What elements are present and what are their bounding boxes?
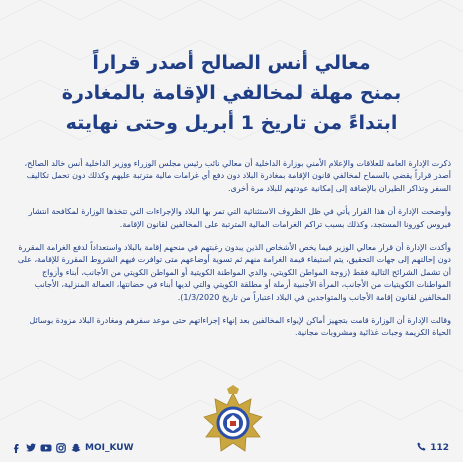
article-body	[12, 158, 451, 351]
paragraph-4: وقالت الإدارة أن الوزارة قامت بتجهيز أماكن لإيواء المخالفين بعد إنهاء إجراءاتهم حتى موعد سفرهم ومغادرة البلاد مزودة بوسائل الحياة الكريمة وجبات غذائية ومشروبات مجانية.	[29, 316, 451, 338]
twitter-icon[interactable]	[25, 442, 37, 454]
headline-line-1: معالي أنس الصالح أصدر قراراً	[92, 52, 371, 74]
paragraph-1: ذكرت الإدارة العامة للعلاقات والإعلام الأمني بوزارة الداخلية أن معالي نائب رئيس مجلس الوزراء ووزير الداخلية أنس خالد الصالح، أصدر قراراً يقضي بالسماح لمخالفي قانون الإقامة بمغادرة البلاد دون دفع أي غرامات مالية مترتبة عليهم وكذلك دون تحمل تكاليف السفر وتذاكر الطيران بالإضافة إلى إمكانية عودتهم للبلاد مرة أخرى.	[24, 159, 451, 193]
paragraph-2: وأوضحت الإدارة أن هذا القرار يأتي في ظل الظروف الاستثنائية التي تمر بها البلاد والإجراءات التي تتخذها الوزارة لمكافحة انتشار فيروس كورونا المستجد، وكذلك بسبب تراكم الغرامات المالية المترتبة على المخالفين لقانون الإقامة.	[28, 207, 451, 229]
facebook-icon[interactable]	[10, 442, 22, 454]
headline-line-3: ابتداءً من تاريخ 1 أبريل وحتى نهايته	[65, 112, 398, 134]
police-emblem-icon	[200, 385, 266, 455]
instagram-icon[interactable]	[55, 442, 67, 454]
social-handle[interactable]: MOI_KUW	[85, 443, 134, 453]
hotline	[417, 442, 449, 454]
paragraph-3: وأكدت الإدارة أن قرار معالي الوزير فيما يخص الأشخاص الذين يبدون رغبتهم في منحهم إقامة بالبلاد واستعداداً لدفع الغرامة المقررة دون إحالتهم إلى جهات التحقيق، يتم استيفاء قيمة الغرامة منهم ثم تسوية أوضاعهم متى توافرت فيهم الشروط المقررة للإقامة، على أن تشمل الشرائح التالية فقط (زوجة المواطن الكويتي، والدي المواطنة الكويتية أو المواطن الكويتي من الأجانب، أبناء وأزواج المواطنات الكويتيات من الأجانب، المرأة الأجنبية أرملة أو مطلقة الكويتي والتي لديها أبناء في حضانتها، العمالة المنزلية، الأجانب المخالفين لقانون إقامة الأجانب والمتواجدين في البلاد اعتباراً من تاريخ 1/3/2020).	[17, 243, 451, 302]
headline-line-2: بمنح مهلة لمخالفي الإقامة بالمغادرة	[61, 82, 402, 104]
phone-icon	[417, 442, 426, 454]
youtube-icon[interactable]	[40, 442, 52, 454]
headline	[10, 48, 453, 138]
snapchat-icon[interactable]	[70, 442, 82, 454]
hotline-number[interactable]: 112	[430, 443, 449, 453]
social-links	[10, 442, 134, 454]
